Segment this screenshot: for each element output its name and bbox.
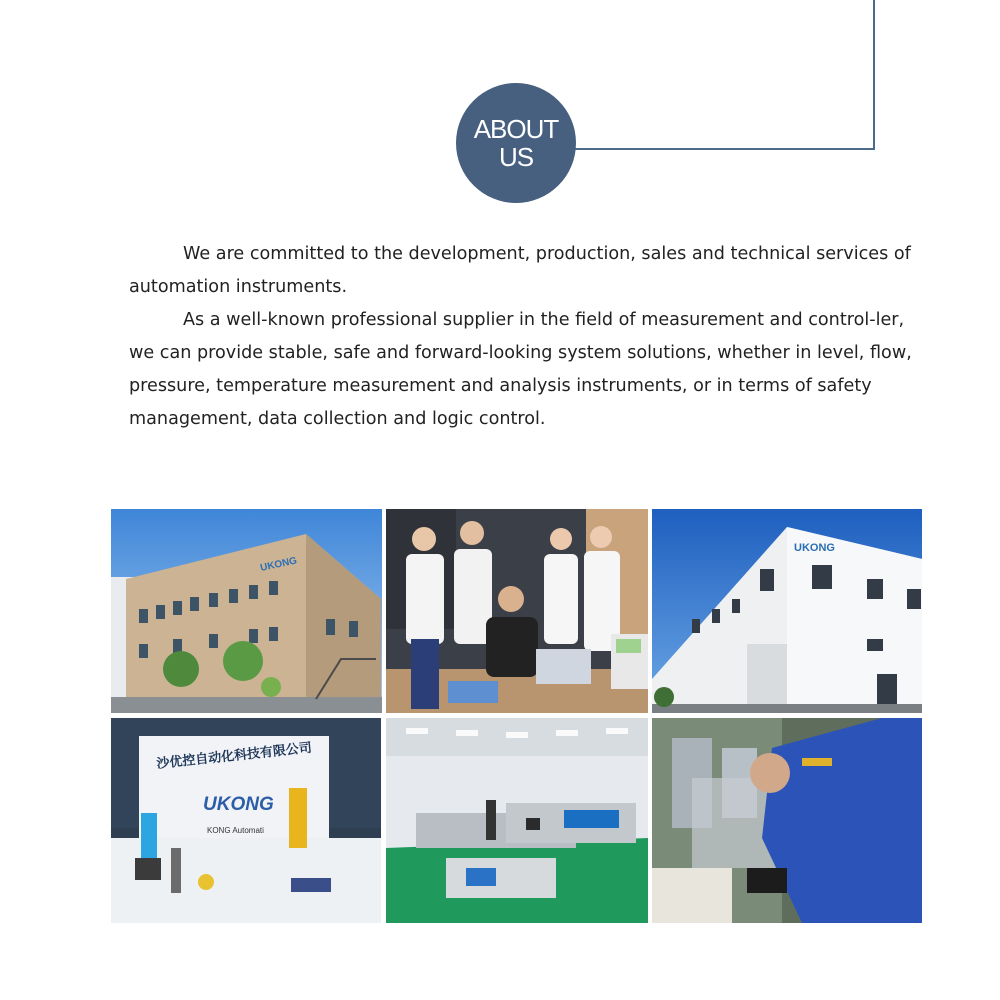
factory-logo-text: UKONG: [794, 542, 835, 554]
photo-factory: [652, 509, 922, 713]
badge-title-line1: ABOUT: [473, 114, 559, 144]
photo-team: [386, 509, 648, 713]
showroom-logo-text: UKONG: [203, 794, 274, 815]
showroom-sign-text: 沙优控自动化科技有限公司: [155, 740, 313, 772]
intro-paragraph-2: As a well-known professional supplier in the field of measurement and control-ler, we can provide stable, safe and forward-looking system solutions, whether in level, flow, pressure, temperature measurement and analysis instruments, or in terms of safety management, data collection and logic control.: [129, 310, 912, 429]
photo-workshop: [386, 718, 648, 923]
intro-paragraph-1: We are committed to the development, production, sales and technical services of automation instruments.: [129, 244, 911, 297]
badge-title-line2: US: [498, 142, 534, 172]
photo-assembly: [652, 718, 922, 923]
about-us-badge: [456, 83, 576, 203]
intro-text: [129, 238, 929, 436]
photo-office-building: [111, 509, 382, 713]
header-connector-line: [560, 0, 875, 150]
building-logo-text: UKONG: [259, 555, 299, 574]
showroom-subtext: KONG Automati: [207, 826, 264, 835]
photo-showroom: [111, 718, 381, 923]
